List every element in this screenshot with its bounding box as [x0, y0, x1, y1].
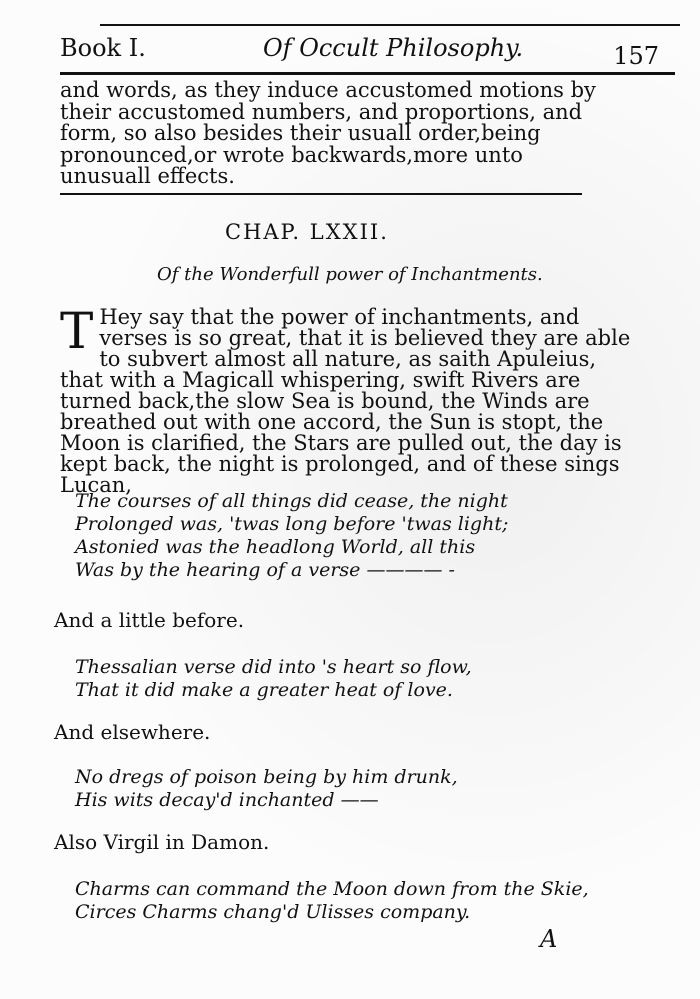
paragraph-text: Hey say that the power of inchantments, and verses is so great, that it is believed they are able to subvert almost all nature, as saith Apuleius, that with a Magicall whispering, swift Rivers are turned back,the slow Sea is bound, the Winds are breathed out with one accord, the Sun is stopt, the Moon is clarified, the Stars are pulled out, the day is kept back, the night is prolonged, and of these sings Lucan,: [60, 305, 631, 497]
verse-line: Thessalian verse did into 's heart so flow,: [75, 656, 472, 678]
verse-line: Charms can command the Moon down from the Skie,: [75, 878, 589, 900]
verse-charms: [75, 878, 589, 924]
chapter-title: CHAP. LXXII.: [225, 220, 389, 244]
verse-dregs: [75, 766, 458, 812]
verse-thessalian: [75, 656, 472, 702]
catchword: A: [540, 925, 558, 953]
prose-line: And a little before.: [54, 608, 245, 632]
verse-line: That it did make a greater heat of love.: [75, 679, 453, 701]
verse-line: Astonied was the headlong World, all this: [75, 536, 476, 558]
prose-line: Also Virgil in Damon.: [54, 830, 270, 854]
verse-line: Circes Charms chang'd Ulisses company.: [75, 901, 471, 923]
section-rule: [60, 193, 582, 195]
verse-line: Prolonged was, 'twas long before 'twas light;: [75, 513, 509, 535]
intro-paragraph: and words, as they induce accustomed motions by their accustomed numbers, and proportions, and form, so also besides their usuall order,being pronounced,or wrote backwards,more unto unusuall effects.: [60, 78, 596, 188]
prose-line: And elsewhere.: [54, 720, 211, 744]
page-number: 157: [613, 42, 659, 70]
book-label: Book I.: [60, 34, 146, 62]
running-title: Of Occult Philosophy.: [263, 34, 524, 62]
chapter-subtitle: Of the Wonderfull power of Inchantments.: [157, 264, 543, 285]
header-rule: [60, 72, 675, 75]
running-header: [60, 30, 675, 70]
verse-line: Was by the hearing of a verse ———— -: [75, 559, 455, 581]
verse-line: No dregs of poison being by him drunk,: [75, 766, 458, 788]
top-rule: [100, 24, 680, 26]
verse-line: His wits decay'd inchanted ——: [75, 789, 379, 811]
chapter-paragraph: [60, 302, 645, 497]
drop-capital: T: [60, 302, 94, 360]
verse-lucan: [75, 490, 508, 582]
verse-line: The courses of all things did cease, the night: [75, 490, 508, 512]
